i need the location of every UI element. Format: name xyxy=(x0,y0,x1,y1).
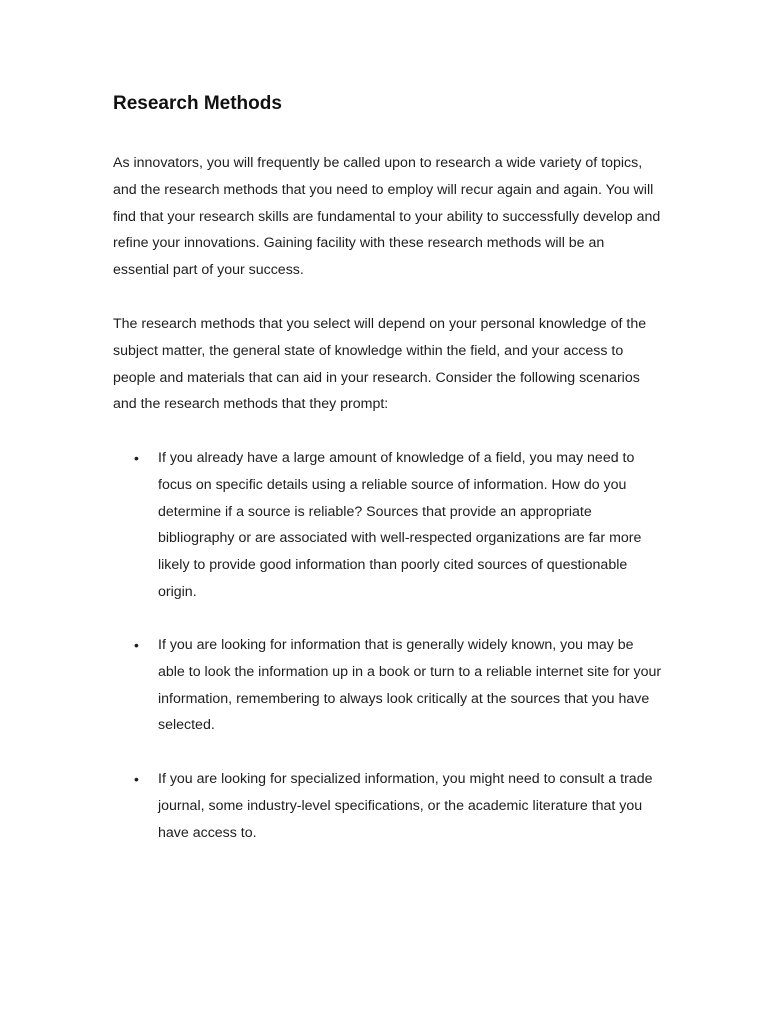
bullet-icon: • xyxy=(134,450,139,466)
bullet-list-item xyxy=(113,632,663,739)
bullet-text: If you are looking for information that is generally widely known, you may be able to look the information up in a book or turn to a reliable internet site for your information, remembering to always look critically at the sources that you have selected. xyxy=(158,637,662,734)
bullet-text: If you are looking for specialized information, you might need to consult a trade journal, some industry-level specifications, or the academic literature that you have access to. xyxy=(158,771,653,841)
page-title: Research Methods xyxy=(113,93,282,114)
bullet-list-item xyxy=(113,766,663,846)
intro-paragraph: As innovators, you will frequently be called upon to research a wide variety of topics, and the research methods that you need to employ will recur again and again. You will find that your research skills are fundamental to your ability to successfully develop and refine your innovations. Gaining facility with these research methods will be an essential part of your success. xyxy=(113,155,661,279)
methods-paragraph: The research methods that you select will depend on your personal knowledge of the subject matter, the general state of knowledge within the field, and your access to people and materials that can aid in your research. Consider the following scenarios and the research methods that they prompt: xyxy=(113,316,647,413)
bullet-list-item xyxy=(113,445,663,606)
bullet-icon: • xyxy=(134,771,139,787)
bullet-text: If you already have a large amount of knowledge of a field, you may need to focus on specific details using a reliable source of information. How do you determine if a source is reliable? Sources that provide an appropriate bibliography or are associated with well-respected organizations are far more likely to provide good information than poorly cited sources of questionable origin. xyxy=(158,450,642,600)
bullet-icon: • xyxy=(134,637,139,653)
